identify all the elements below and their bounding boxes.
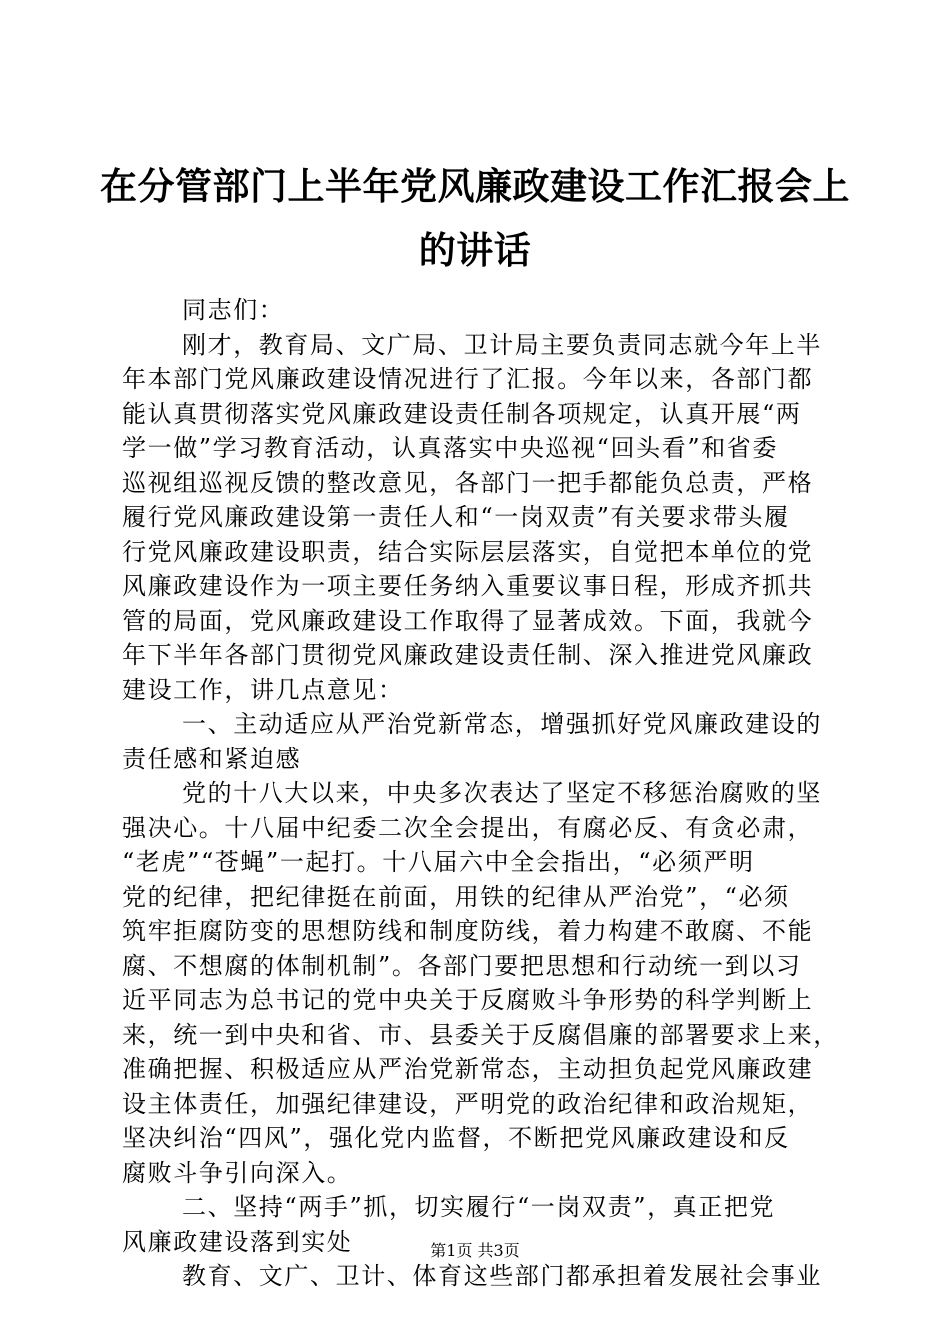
body-line: 准确把握、积极适应从严治党新常态，主动担负起党风廉政建 (122, 1055, 814, 1083)
section-heading-line: 责任感和紧迫感 (122, 744, 302, 773)
body-line: 腐、不想腐的体制机制”。各部门要把思想和行动统一到以习 (122, 951, 802, 980)
body-line: “老虎”“苍蝇”一起打。十八届六中全会指出，“必须严明 (122, 848, 755, 876)
body-line: 党的十八大以来，中央多次表达了坚定不移惩治腐败的坚 (182, 779, 822, 807)
body-line: 风廉政建设作为一项主要任务纳入重要议事日程，形成齐抓共 (122, 572, 814, 600)
body-line: 刚才，教育局、文广局、卫计局主要负责同志就今年上半 (182, 330, 822, 359)
body-line: 年本部门党风廉政建设情况进行了汇报。今年以来，各部门都 (122, 365, 814, 393)
body-line: 同志们： (182, 296, 285, 324)
body-line: 履行党风廉政建设第一责任人和“一岗双责”有关要求带头履 (122, 503, 790, 531)
body-line: 管的局面，党风廉政建设工作取得了显著成效。下面，我就今 (122, 606, 814, 635)
body-line: 设主体责任，加强纪律建设，严明党的政治纪律和政治规矩， (122, 1089, 814, 1118)
document-body (122, 293, 842, 1294)
section-heading-line: 风廉政建设落到实处 (122, 1227, 353, 1256)
body-line: 学一做”学习教育活动，认真落实中央巡视“回头看”和省委 (122, 434, 779, 462)
body-line: 腐败斗争引向深入。 (122, 1158, 353, 1187)
body-line: 强决心。十八届中纪委二次全会提出，有腐必反、有贪必肃， (122, 813, 814, 842)
body-line: 行党风廉政建设职责，结合实际层层落实，自觉把本单位的党 (122, 537, 814, 566)
body-line: 近平同志为总书记的党中央关于反腐败斗争形势的科学判断上 (122, 986, 814, 1014)
body-line: 建设工作，讲几点意见： (122, 675, 404, 704)
body-line: 党的纪律，把纪律挺在前面，用铁的纪律从严治党”，“必须 (122, 882, 790, 911)
body-line: 能认真贯彻落实党风廉政建设责任制各项规定，认真开展“两 (122, 399, 802, 428)
page-footer: 第1页 共3页 (430, 1241, 520, 1260)
body-line: 筑牢拒腐防变的思想防线和制度防线，着力构建不敢腐、不能 (122, 917, 814, 945)
section-heading-line: 一、主动适应从严治党新常态，增强抓好党风廉政建设的 (182, 710, 822, 738)
body-line: 来，统一到中央和省、市、县委关于反腐倡廉的部署要求上来， (122, 1020, 839, 1049)
body-line: 坚决纠治“四风”，强化党内监督，不断把党风廉政建设和反 (122, 1124, 790, 1152)
body-line: 巡视组巡视反馈的整改意见，各部门一把手都能负总责，严格 (122, 468, 814, 497)
body-line: 年下半年各部门贯彻党风廉政建设责任制、深入推进党风廉政 (122, 641, 814, 669)
document-title-line-2: 的讲话 (418, 228, 532, 272)
body-line: 教育、文广、卫计、体育这些部门都承担着发展社会事业 (182, 1262, 822, 1290)
section-heading-line: 二、坚持“两手”抓，切实履行“一岗双责”，真正把党 (182, 1193, 776, 1221)
document-title-line-1: 在分管部门上半年党风廉政建设工作汇报会上 (100, 164, 850, 208)
